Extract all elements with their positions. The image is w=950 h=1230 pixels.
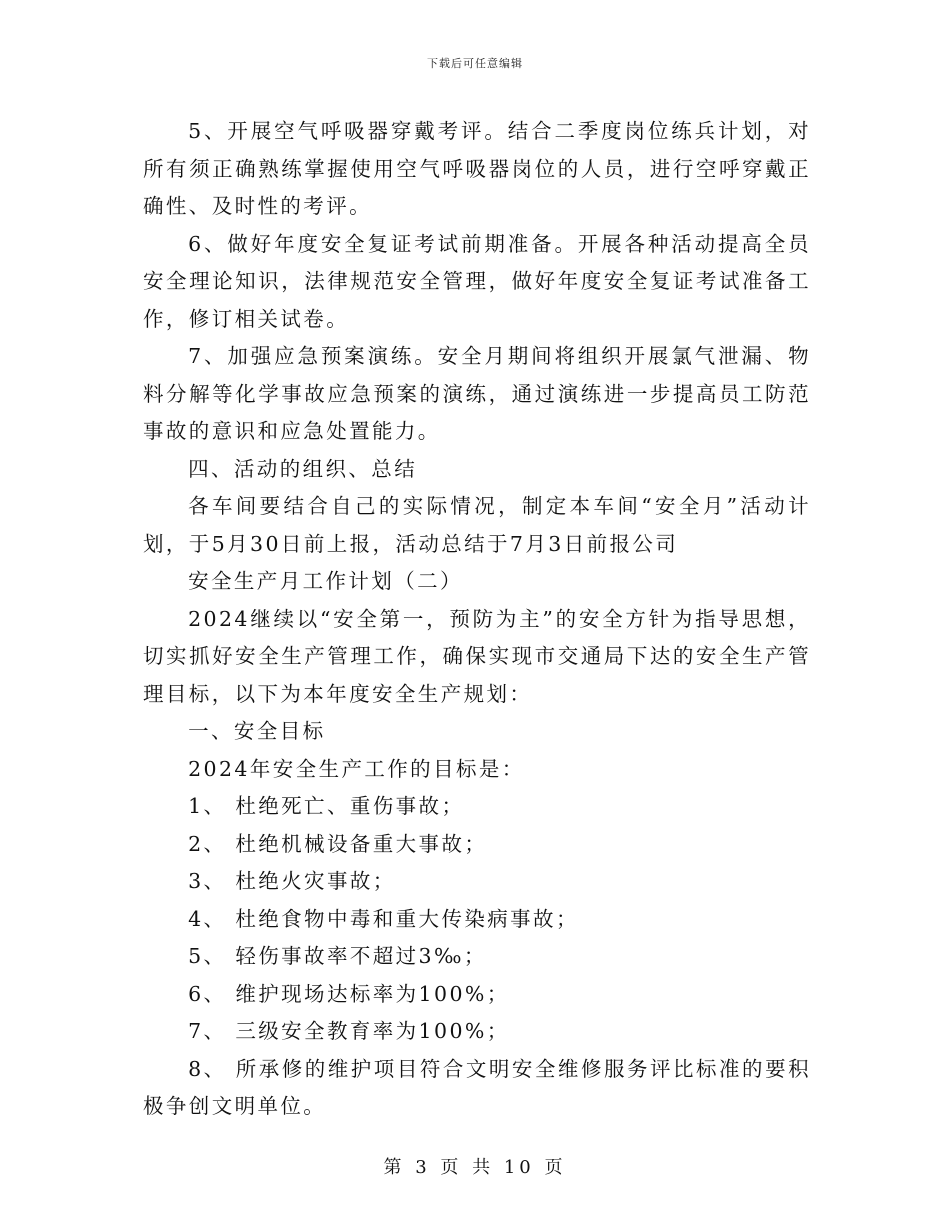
paragraph: 各车间要结合自己的实际情况，制定本车间“安全月”活动计划，于5月30日前上报，活动总结于7月3日前报公司 xyxy=(143,494,811,556)
page-number: 第 3 页 共 10 页 xyxy=(383,1157,567,1178)
list-item: 6、 维护现场达标率为100%； xyxy=(188,981,510,1006)
section-heading: 四、活动的组织、总结 xyxy=(188,456,418,481)
list-item: 8、 所承修的维护项目符合文明安全维修服务评比标准的要积极争创文明单位。 xyxy=(143,1056,811,1118)
list-item: 3、 杜绝火灾事故； xyxy=(188,869,396,893)
paragraph: 2024继续以“安全第一，预防为主”的安全方针为指导思想，切实抓好安全生产管理工作，确保实现市交通局下达的安全生产管理目标，以下为本年度安全生产规划： xyxy=(143,606,811,706)
list-item: 1、 杜绝死亡、重伤事故； xyxy=(188,794,465,818)
paragraph: 7、加强应急预案演练。安全月期间将组织开展氯气泄漏、物料分解等化学事故应急预案的演练，通过演练进一步提高员工防范事故的意识和应急处置能力。 xyxy=(143,344,811,443)
paragraph: 6、做好年度安全复证考试前期准备。开展各种活动提高全员安全理论知识，法律规范安全管理，做好年度安全复证考试准备工作，修订相关试卷。 xyxy=(143,231,811,331)
paragraph: 2024年安全生产工作的目标是： xyxy=(188,756,525,781)
document-body xyxy=(143,113,811,1126)
list-item: 7、 三级安全教育率为100%； xyxy=(188,1019,510,1043)
list-item: 2、 杜绝机械设备重大事故； xyxy=(188,831,488,856)
document-title: 安全生产月工作计划（二） xyxy=(188,569,463,593)
page-footer xyxy=(0,1153,950,1179)
list-item: 4、 杜绝食物中毒和重大传染病事故； xyxy=(188,906,579,931)
section-heading: 一、安全目标 xyxy=(188,719,326,743)
page-header: 下载后可任意编辑 xyxy=(427,57,523,70)
paragraph: 5、开展空气呼吸器穿戴考评。结合二季度岗位练兵计划，对所有须正确熟练掌握使用空气呼吸器岗位的人员，进行空呼穿戴正确性、及时性的考评。 xyxy=(143,119,811,218)
list-item: 5、 轻伤事故率不超过3‰； xyxy=(188,944,487,968)
